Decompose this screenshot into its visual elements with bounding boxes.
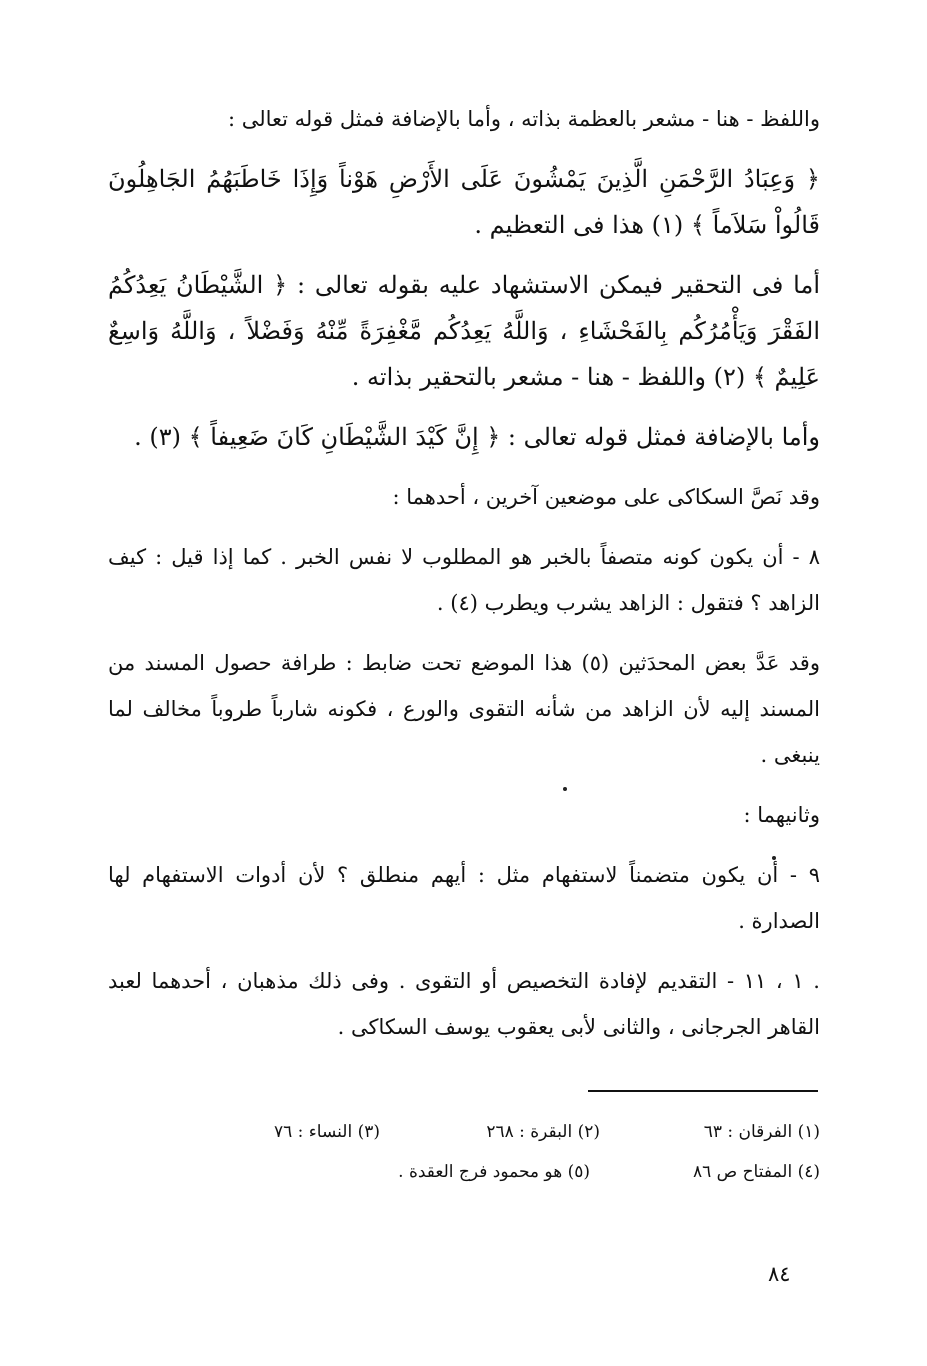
page-number: ٨٤: [768, 1262, 791, 1286]
stray-dot: [563, 787, 567, 791]
footnote-row: [160, 1152, 820, 1192]
footnote-3: (٣) النساء : ٧٦: [274, 1122, 380, 1142]
paragraph-tahqir: أما فى التحقير فيمكن الاستشهاد عليه بقوله تعالى : ﴿ الشَّيْطَانُ يَعِدُكُمُ الفَقْرَ وَيَأْمُرُكُم بِالفَحْشَاءِ ، وَاللَّهُ يَعِدُكُم مَّغْفِرَةً مِّنْهُ وَفَضْلاً ، وَاللَّهُ وَاسِعٌ عَلِيمٌ ﴾ (٢) واللفظ - هنا - مشعر بالتحقير بذاته .: [108, 271, 820, 391]
paragraph-item-9: ٩ - أن يكون متضمناً لاستفهام مثل : أيهم منطلق ؟ لأن أدوات الاستفهام لها الصدارة .: [108, 863, 820, 933]
paragraph-sakkaki: وقد نَصَّ السكاكى على موضعين آخرين ، أحدهما :: [392, 485, 820, 509]
footnote-divider: [588, 1090, 818, 1092]
footnote-5: (٥) هو محمود فرج العقدة .: [398, 1162, 590, 1182]
paragraph-verse-furqan: ﴿ وَعِبَادُ الرَّحْمَنِ الَّذِينَ يَمْشُونَ عَلَى الأَرْضِ هَوْناً وَإِذَا خَاطَبَهُمُ الجَاهِلُونَ قَالُواْ سَلاَماً ﴾ (١) هذا فى التعظيم .: [108, 165, 820, 239]
paragraph-idafa: وأما بالإضافة فمثل قوله تعالى : ﴿ إِنَّ كَيْدَ الشَّيْطَانِ كَانَ ضَعِيفاً ﴾ (٣) .: [134, 423, 820, 451]
paragraph-muhaddithin: وقد عَدَّ بعض المحدَثين (٥) هذا الموضع تحت ضابط : طرافة حصول المسند من المسند إليه لأن الزاهد من شأنه التقوى والورع ، فكونه شارباً طروباً مخالف لما ينبغى .: [108, 651, 820, 767]
paragraph-thaniyahuma: وثانيهما :: [743, 803, 820, 827]
footnote-4: (٤) المفتاح ص ٨٦: [692, 1162, 820, 1182]
footnote-2: (٢) البقرة : ٢٦٨: [486, 1122, 600, 1142]
paragraph-intro: واللفظ - هنا - مشعر بالعظمة بذاته ، وأما بالإضافة فمثل قوله تعالى :: [227, 107, 820, 131]
paragraph-item-8: ٨ - أن يكون كونه متصفاً بالخبر هو المطلوب لا نفس الخبر . كما إذا قيل : كيف الزاهد ؟ فتقول : الزاهد يشرب ويطرب (٤) .: [108, 545, 820, 615]
footnotes: [160, 1112, 820, 1192]
footnote-1: (١) الفرقان : ٦٣: [703, 1122, 820, 1142]
stray-dot: [772, 856, 776, 860]
paragraph-item-10-11: . ١ ، ١١ - التقديم لإفادة التخصيص أو التقوى . وفى ذلك مذهبان ، أحدهما لعبد القاهر الجرجانى ، والثانى لأبى يعقوب يوسف السكاكى .: [108, 969, 820, 1039]
footnote-row: [160, 1112, 820, 1152]
main-text: [108, 96, 820, 1064]
